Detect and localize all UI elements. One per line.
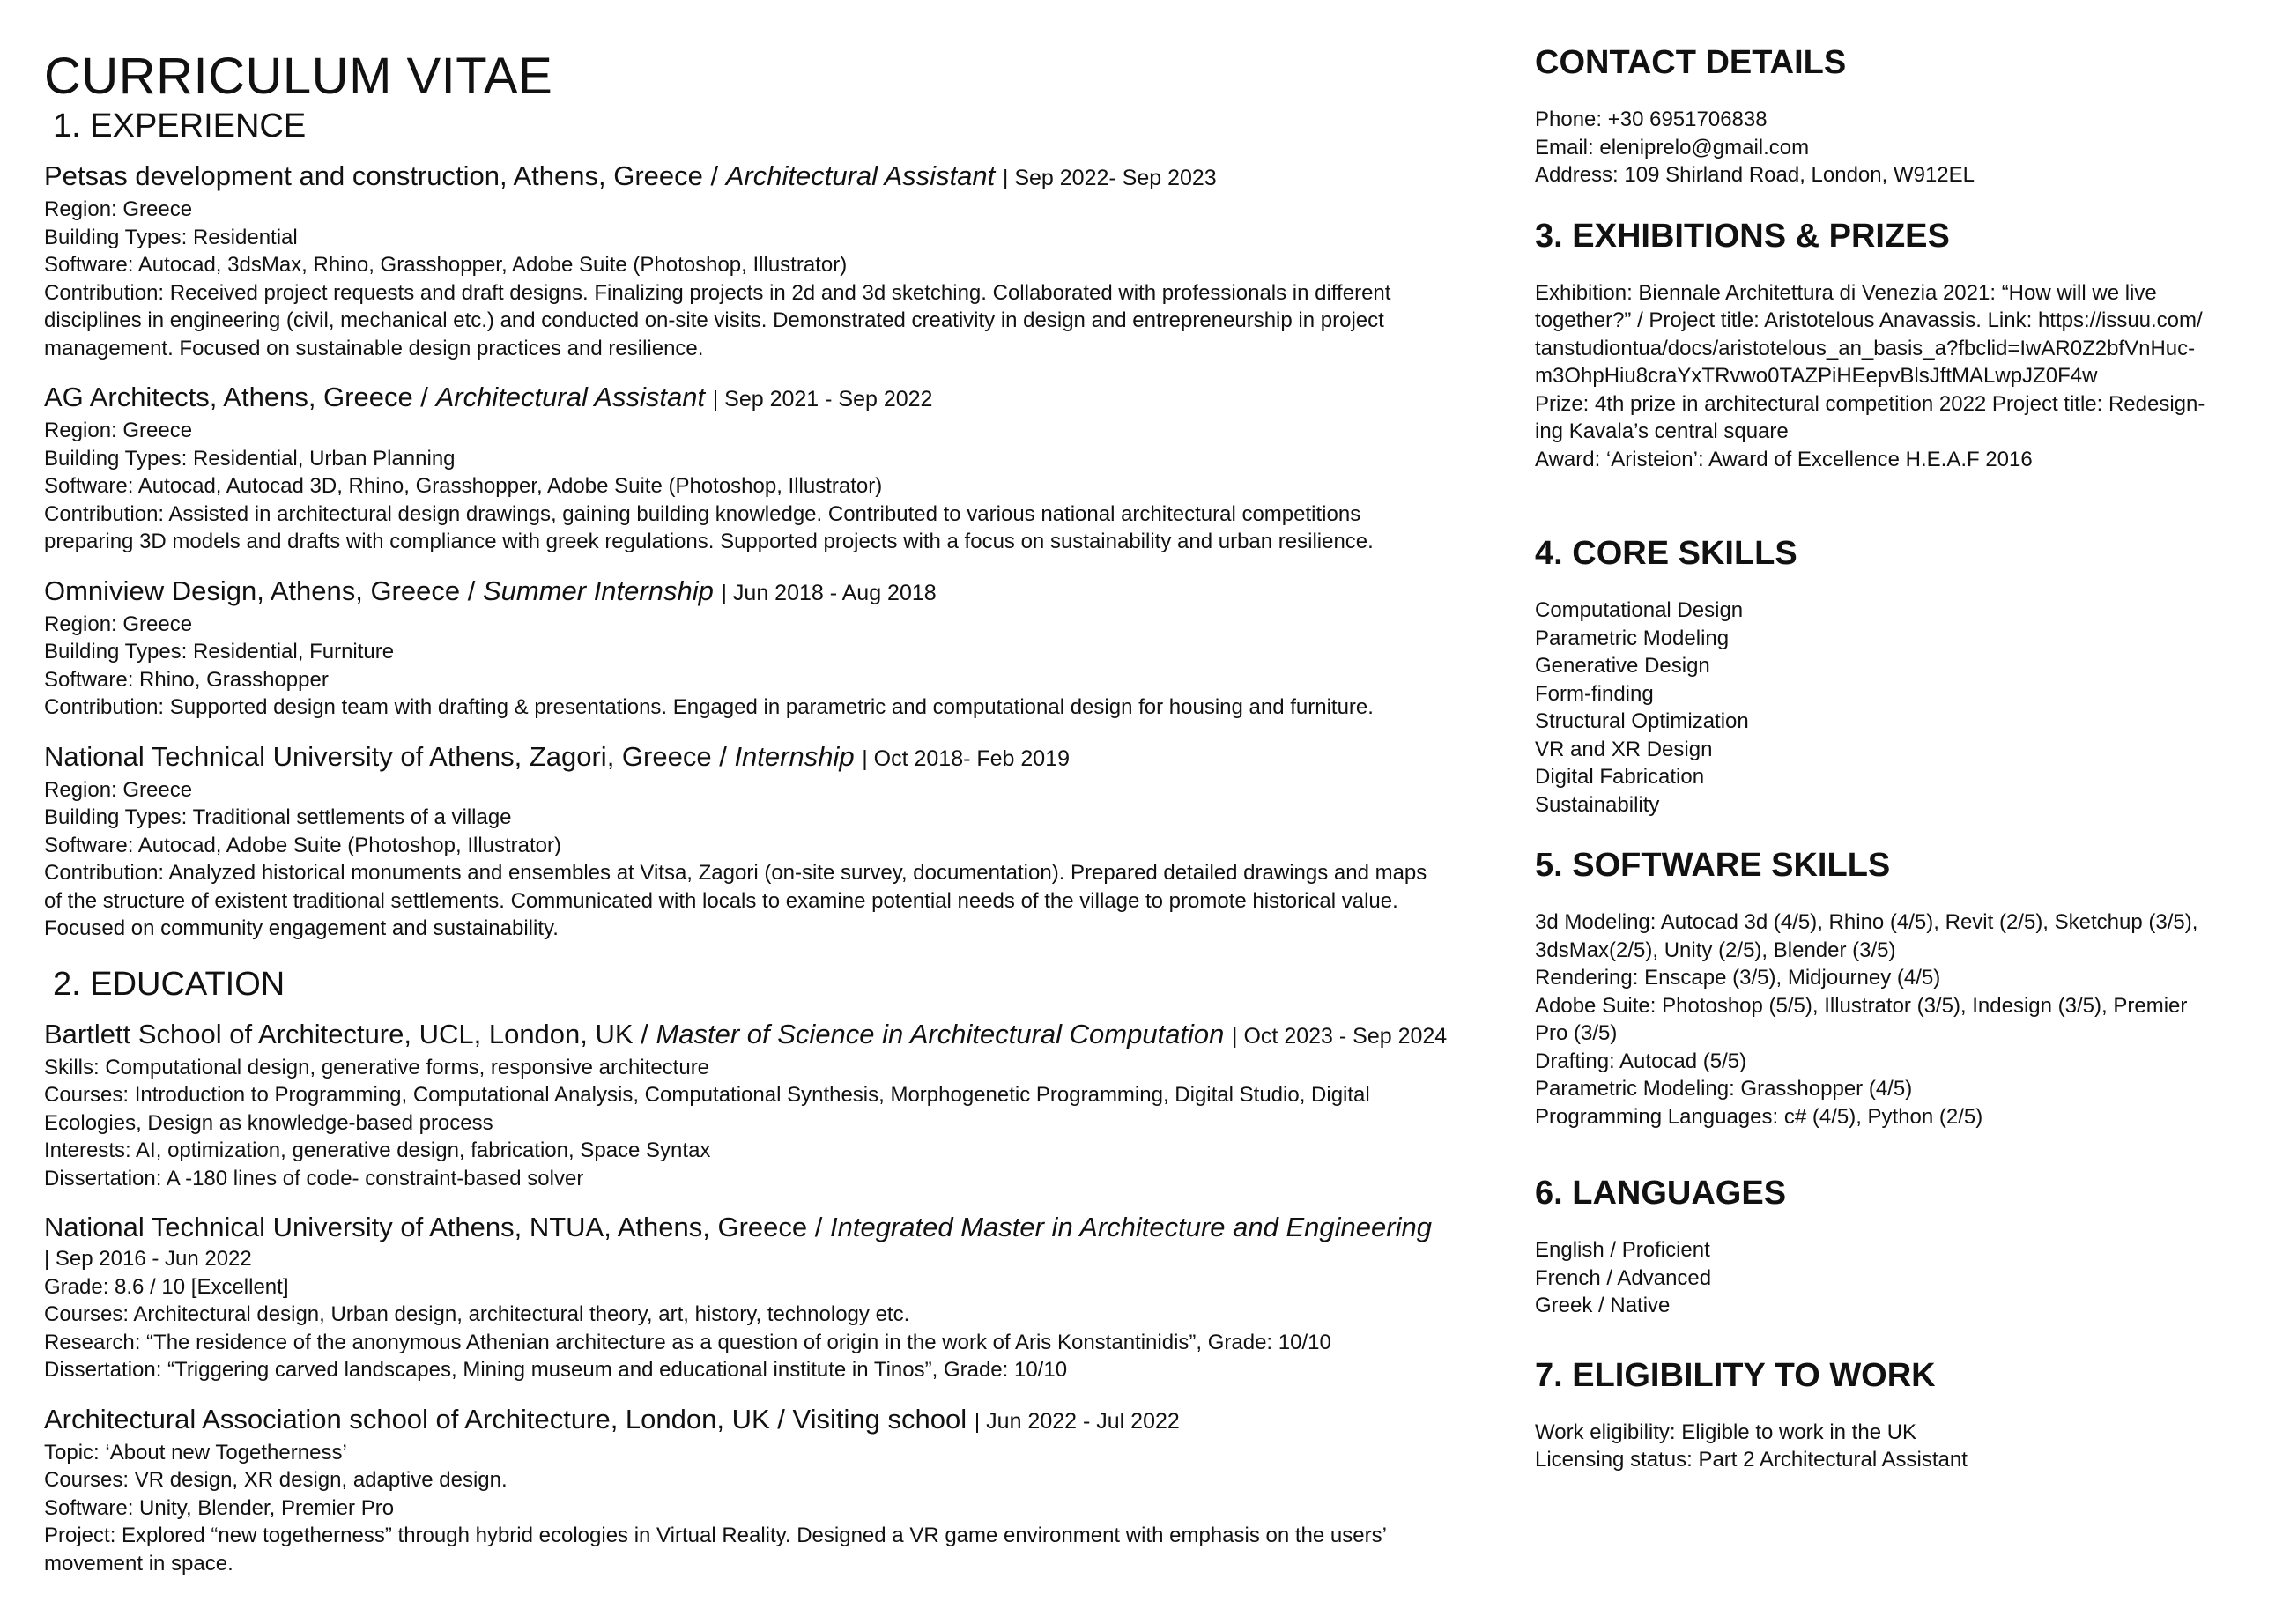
entry-org: Architectural Association school of Architecture, London, UK / Visiting school xyxy=(44,1403,967,1435)
software-skill-line: 3dsMax(2/5), Unity (2/5), Blender (3/5) xyxy=(1535,938,1896,962)
eligibility-body xyxy=(1535,1419,2257,1474)
languages-heading: 6. LANGUAGES xyxy=(1535,1175,1787,1212)
entry-software: Software: Autocad, 3dsMax, Rhino, Grasshopper, Adobe Suite (Photoshop, Illustrator) xyxy=(44,253,848,277)
education-heading: 2. EDUCATION xyxy=(53,965,285,1003)
entry-building-types: Building Types: Residential xyxy=(44,225,298,249)
experience-heading: 1. EXPERIENCE xyxy=(53,108,307,145)
entry-role: Internship xyxy=(734,740,855,772)
entry-contribution: management. Focused on sustainable design practices and resilience. xyxy=(44,336,704,360)
entry-detail: Project: Explored “new togetherness” through hybrid ecologies in Virtual Reality. Designed a VR game environment with emphasis on the users’ xyxy=(44,1524,1387,1547)
experience-entry-ntua-zagori xyxy=(44,739,1507,943)
experience-entry-petsas xyxy=(44,159,1507,362)
cv-title: CURRICULUM VITAE xyxy=(44,48,553,105)
contact-phone: Phone: +30 6951706838 xyxy=(1535,108,1768,131)
entry-detail: Research: “The residence of the anonymous Athenian architecture as a question of origin in the work of Aris Konstantinidis”, Grade: 10/10 xyxy=(44,1330,1331,1354)
core-skill-item: Form-finding xyxy=(1535,681,1654,706)
exhibition-line: m3OhpHiu8craYxTRvwo0TAZPiHEepvBlsJftMALwpJZ0F4w xyxy=(1535,364,2098,388)
software-skills-heading: 5. SOFTWARE SKILLS xyxy=(1535,847,1891,884)
entry-detail: Interests: AI, optimization, generative design, fabrication, Space Syntax xyxy=(44,1138,711,1162)
entry-detail: movement in space. xyxy=(44,1551,233,1576)
entry-role: Architectural Assistant xyxy=(725,160,996,191)
entry-dates: | Sep 2016 - Jun 2022 xyxy=(44,1247,252,1271)
prize-line: ing Kavala’s central square xyxy=(1535,419,1789,443)
entry-building-types: Building Types: Residential, Furniture xyxy=(44,640,395,664)
entry-contribution: preparing 3D models and drafts with compliance with greek regulations. Supported projects with a focus on sustainability and urban resilience. xyxy=(44,530,1374,553)
entry-header xyxy=(44,1210,1507,1245)
languages-body xyxy=(1535,1236,2257,1320)
entry-detail: Dissertation: “Triggering carved landscapes, Mining museum and educational institute in Tinos”, Grade: 10/10 xyxy=(44,1358,1068,1382)
core-skill-item: Parametric Modeling xyxy=(1535,626,1730,650)
entry-header xyxy=(44,1017,1507,1054)
entry-detail: Skills: Computational design, generative forms, responsive architecture xyxy=(44,1055,710,1079)
software-skills-section xyxy=(1535,845,2257,1131)
entry-dates: | Oct 2023 - Sep 2024 xyxy=(1232,1023,1448,1049)
core-skills-section xyxy=(1535,533,2257,819)
eligibility-heading: 7. ELIGIBILITY TO WORK xyxy=(1535,1356,1936,1394)
left-column xyxy=(44,46,1507,1577)
entry-dates: | Jun 2018 - Aug 2018 xyxy=(721,580,937,605)
entry-region: Region: Greece xyxy=(44,419,193,442)
contact-address: Address: 109 Shirland Road, London, W912EL xyxy=(1535,163,1975,187)
entry-contribution: disciplines in engineering (civil, mechanical etc.) and conducted on-site visits. Demonstrated creativity in design and entrepreneurship in project xyxy=(44,308,1384,332)
core-skill-item: Structural Optimization xyxy=(1535,709,1749,733)
exhibitions-section xyxy=(1535,216,2257,474)
software-skill-line: Parametric Modeling: Grasshopper (4/5) xyxy=(1535,1077,1913,1101)
core-skill-item: Sustainability xyxy=(1535,792,1660,817)
entry-building-types: Building Types: Traditional settlements of a village xyxy=(44,805,512,829)
entry-software: Software: Autocad, Autocad 3D, Rhino, Grasshopper, Adobe Suite (Photoshop, Illustrator) xyxy=(44,474,883,498)
entry-role: Architectural Assistant xyxy=(435,382,706,412)
core-skill-item: Digital Fabrication xyxy=(1535,765,1705,789)
entry-contribution: Contribution: Analyzed historical monuments and ensembles at Vitsa, Zagori (on-site survey, documentation). Prepared detailed drawings and maps xyxy=(44,861,1427,885)
entry-header xyxy=(44,739,1507,776)
entry-region: Region: Greece xyxy=(44,612,193,636)
core-skill-item: Generative Design xyxy=(1535,654,1710,678)
entry-software: Software: Autocad, Adobe Suite (Photoshop, Illustrator) xyxy=(44,833,562,857)
entry-detail: Courses: VR design, XR design, adaptive design. xyxy=(44,1468,508,1492)
entry-org: AG Architects, Athens, Greece / xyxy=(44,382,428,412)
entry-dates: | Jun 2022 - Jul 2022 xyxy=(974,1408,1180,1434)
entry-org: National Technical University of Athens, NTUA, Athens, Greece / xyxy=(44,1212,823,1242)
eligibility-section xyxy=(1535,1355,2257,1474)
entry-dates: | Sep 2022- Sep 2023 xyxy=(1002,166,1217,190)
entry-detail: Grade: 8.6 / 10 [Excellent] xyxy=(44,1274,289,1299)
exhibition-line: together?” / Project title: Aristotelous Anavassis. Link: https://issuu.com/ xyxy=(1535,308,2203,332)
entry-header xyxy=(44,380,1507,417)
right-column xyxy=(1535,42,2257,1474)
eligibility-line: Work eligibility: Eligible to work in the UK xyxy=(1535,1420,1917,1444)
entry-detail: Ecologies, Design as knowledge-based process xyxy=(44,1110,493,1135)
education-entry-ntua xyxy=(44,1210,1507,1384)
software-skills-body xyxy=(1535,908,2257,1131)
core-skill-item: VR and XR Design xyxy=(1535,737,1713,761)
entry-detail: Software: Unity, Blender, Premier Pro xyxy=(44,1495,395,1520)
contact-body xyxy=(1535,106,2257,189)
core-skills-heading: 4. CORE SKILLS xyxy=(1535,535,1797,572)
exhibition-line: tanstudiontua/docs/aristotelous_an_basis_a?fbclid=IwAR0Z2bfVnHuc- xyxy=(1535,336,2196,360)
software-skill-line: Adobe Suite: Photoshop (5/5), Illustrator (3/5), Indesign (3/5), Premier xyxy=(1535,993,2188,1018)
entry-org: National Technical University of Athens, Zagori, Greece / xyxy=(44,740,727,772)
award-line: Award: ‘Aristeion’: Award of Excellence H.E.A.F 2016 xyxy=(1535,447,2033,471)
contact-email: Email: eleniprelo@gmail.com xyxy=(1535,135,1810,159)
education-entry-aa xyxy=(44,1402,1507,1578)
exhibitions-body xyxy=(1535,279,2257,474)
entry-contribution: Contribution: Supported design team with drafting & presentations. Engaged in parametric and computational design for housing and furniture. xyxy=(44,695,1374,719)
entry-detail: Courses: Introduction to Programming, Computational Analysis, Computational Synthesis, Morphogenetic Programming, Digital Studio, Digital xyxy=(44,1083,1370,1107)
contact-heading: CONTACT DETAILS xyxy=(1535,44,1847,81)
language-item: French / Advanced xyxy=(1535,1265,1712,1290)
entry-contribution: Contribution: Received project requests and draft designs. Finalizing projects in 2d and 3d sketching. Collaborated with professionals in different xyxy=(44,280,1391,305)
entry-detail: Courses: Architectural design, Urban design, architectural theory, art, history, technology etc. xyxy=(44,1302,910,1326)
experience-entry-ag-architects xyxy=(44,380,1507,556)
software-skill-line: Drafting: Autocad (5/5) xyxy=(1535,1049,1747,1073)
entry-detail: Topic: ‘About new Togetherness’ xyxy=(44,1440,347,1465)
entry-header xyxy=(44,159,1507,196)
contact-section xyxy=(1535,42,2257,189)
software-skill-line: 3d Modeling: Autocad 3d (4/5), Rhino (4/5), Revit (2/5), Sketchup (3/5), xyxy=(1535,910,2198,934)
entry-role: Summer Internship xyxy=(482,575,714,606)
entry-building-types: Building Types: Residential, Urban Planning xyxy=(44,446,456,471)
prize-line: Prize: 4th prize in architectural competition 2022 Project title: Redesign- xyxy=(1535,391,2205,416)
entry-detail: Dissertation: A -180 lines of code- constraint-based solver xyxy=(44,1166,584,1190)
exhibitions-heading: 3. EXHIBITIONS & PRIZES xyxy=(1535,217,1950,255)
entry-contribution: Contribution: Assisted in architectural design drawings, gaining building knowledge. Contributed to various national architectural competitions xyxy=(44,501,1361,526)
education-entry-bartlett xyxy=(44,1017,1507,1193)
experience-entry-omniview xyxy=(44,574,1507,722)
entry-role: Integrated Master in Architecture and Engineering xyxy=(829,1212,1432,1242)
entry-region: Region: Greece xyxy=(44,197,193,221)
exhibition-line: Exhibition: Biennale Architettura di Venezia 2021: “How will we live xyxy=(1535,280,2157,305)
entry-contribution: Focused on community engagement and sustainability. xyxy=(44,916,559,940)
entry-dates: | Sep 2021 - Sep 2022 xyxy=(712,387,933,412)
software-skill-line: Rendering: Enscape (3/5), Midjourney (4/5) xyxy=(1535,966,1941,990)
entry-region: Region: Greece xyxy=(44,777,193,802)
entry-software: Software: Rhino, Grasshopper xyxy=(44,667,329,692)
entry-contribution: of the structure of existent traditional settlements. Communicated with locals to examine potential needs of the village to promote historical value. xyxy=(44,888,1398,913)
entry-org: Omniview Design, Athens, Greece / xyxy=(44,575,476,606)
entry-org: Petsas development and construction, Athens, Greece / xyxy=(44,160,719,191)
language-item: English / Proficient xyxy=(1535,1238,1710,1262)
core-skills-body xyxy=(1535,597,2257,819)
software-skill-line: Pro (3/5) xyxy=(1535,1021,1618,1045)
language-item: Greek / Native xyxy=(1535,1294,1671,1317)
eligibility-line: Licensing status: Part 2 Architectural Assistant xyxy=(1535,1448,1968,1472)
entry-dates: | Oct 2018- Feb 2019 xyxy=(862,745,1071,771)
software-skill-line: Programming Languages: c# (4/5), Python (2/5) xyxy=(1535,1104,1983,1129)
entry-role: Master of Science in Architectural Computation xyxy=(656,1018,1225,1049)
core-skill-item: Computational Design xyxy=(1535,598,1744,622)
entry-org: Bartlett School of Architecture, UCL, London, UK / xyxy=(44,1018,648,1049)
entry-header xyxy=(44,1402,1507,1439)
languages-section xyxy=(1535,1173,2257,1320)
entry-header xyxy=(44,574,1507,611)
